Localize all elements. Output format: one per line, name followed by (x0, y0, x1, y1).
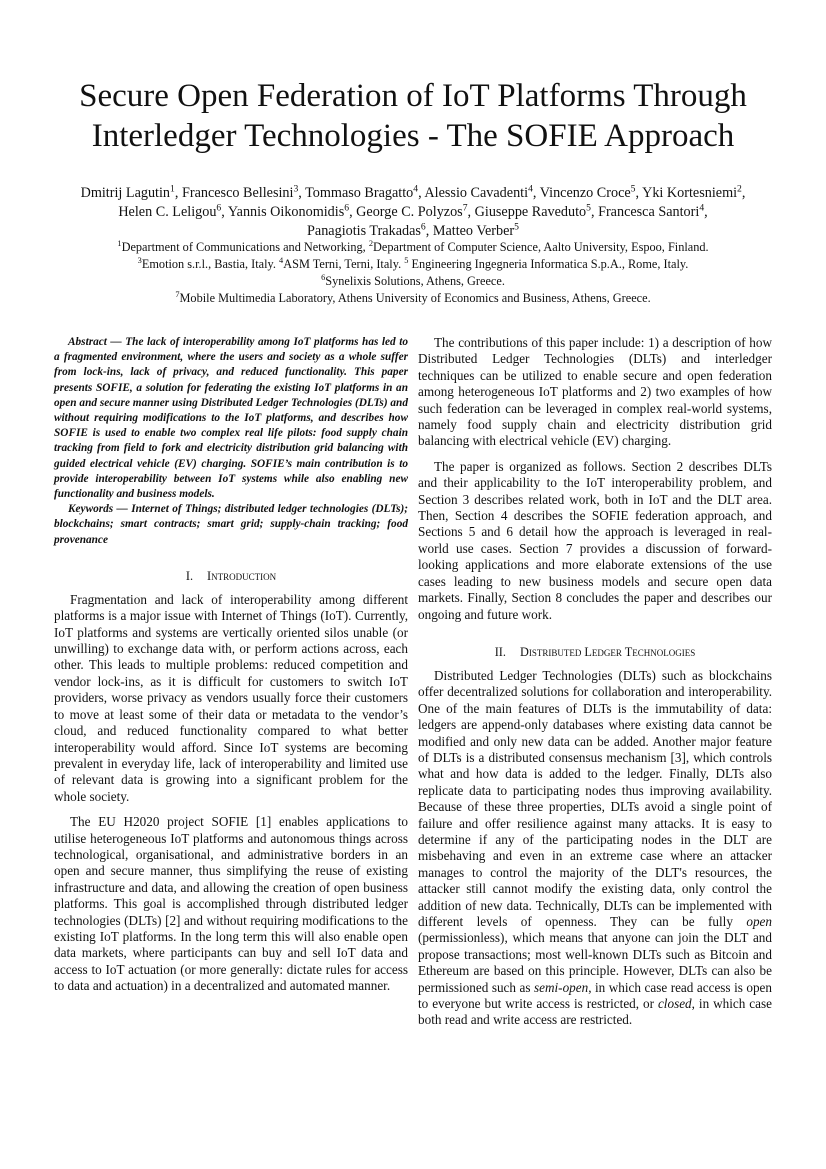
affiliation-line: $^7$Mobile Multimedia Laboratory, Athens University of Economics and Business, Athens, Greece. (175, 289, 651, 305)
paragraph: The paper is organized as follows. Section 2 describes DLTs and their applicability to the IoT interoperability problem, and Section 3 describes related work, both in IoT and the DLT area. Then, Section 4 describes the SOFIE federation approach, and Sections 5 and 6 detail how the approach is leveraged in real-world use cases. Section 7 provides a discussion of forward-looking applications and more elaborate extensions of the use cases leading to new business models and secure open data markets. Finally, Section 8 concludes the paper and describes our ongoing and future work. (418, 458, 772, 622)
paragraph: Distributed Ledger Technologies (DLTs) such as blockchains offer decentralized solutions for collaboration and interoperability. One of the main features of DLTs is the immutability of data: ledgers are append-only databases where existing data cannot be modified and only new data can be added. Another major feature of DLTs is a distributed consensus mechanism [3], which controls what and how data is added to the ledger. Finally, DLTs also replicate data to participating nodes thus improving availability. Because of these three properties, DLTs avoid a single point of failure and offer resilience against many attacks. It is easy to determine if any of the participating nodes in the DLT are misbehaving and even in an extreme case where an attacker manages to control the majority of the DLT's resources, the attacker still cannot modify the existing data, only control the addition of new data. Technically, DLTs can be implemented with different levels of openness. They can be fully open (permissionless), which means that anyone can join the DLT and propose transactions; most well-known DLTs such as Bitcoin and Ethereum are based on this principle. However, DLTs can also be permissioned such as semi-open, in which case read access is open to everyone but write access is restricted, or closed, in which case both read and write access are restricted. (418, 667, 772, 1028)
keywords: Keywords — Internet of Things; distributed ledger technologies (DLTs); blockchains; smart contracts; smart grid; supply-chain tracking; food provenance (54, 503, 408, 546)
affiliations (30, 239, 796, 307)
author: Alessio Cavadenti$^4$ (424, 183, 533, 201)
abstract: Abstract — The lack of interoperability among IoT platforms has led to a fragmented environment, where the users and society as a whole suffer from lock-ins, lack of privacy, and reduced functionality. This paper presents SOFIE, a solution for federating the existing IoT platforms in an open and secure manner using Distributed Ledger Technologies (DLTs) and without requiring modifications to the IoT platforms, and describes how SOFIE is used to enable two complex real life pilots: food supply chain tracking from field to fork and electricity distribution grid balancing with guided electrical vehicle (EV) charging. SOFIE’s main contribution is to provide interoperability between IoT systems while also enabling new functionality and business models. (54, 336, 408, 501)
author: Tommaso Bragatto$^4$ (305, 183, 419, 201)
paragraph: Fragmentation and lack of interoperability among different platforms is a major issue with Internet of Things (IoT). Currently, IoT platforms and systems are vertically oriented silos unable (or unwilling) to exchange data with, or perform actions across, each other. This leads to multiple problems: reduced competition and vendor lock-ins, as it is difficult for customers to switch IoT providers, worse privacy as vendors usually force their customers to move at least some of their data or metadata to the vendor’s cloud, and reduced functionality compared to what better interoperability would afford. Since IoT systems are becoming prevalent in everyday life, lack of interoperability and limited use of relevant data is growing into a significant problem for the whole society. (54, 591, 408, 804)
author: Vincenzo Croce$^5$ (539, 183, 636, 201)
author: Yki Kortesniemi$^2$ (642, 183, 742, 201)
author: Dmitrij Lagutin$^1$ (80, 183, 175, 201)
author: Helen C. Leligou$^6$ (118, 202, 222, 220)
paragraph: The contributions of this paper include: 1) a description of how Distributed Ledger Technologies (DLTs) and interledger techniques can be utilized to enable secure and open federation among heterogeneous IoT platforms and 2) two examples of how such federation can be leveraged in complex real-world systems, namely food supply chain and electricity distribution grid balancing with electrical vehicle (EV) charging. (418, 335, 772, 449)
author: Francesco Bellesini$^3$ (181, 183, 299, 201)
author: Francesca Santori$^4$ (598, 202, 705, 220)
affiliation-line: $^1$Department of Communications and Networking, $^2$Department of Computer Science, Aalto University, Espoo, Finland. (117, 238, 709, 254)
author: Giuseppe Raveduto$^5$ (474, 202, 591, 220)
paragraph: The EU H2020 project SOFIE [1] enables applications to utilise heterogeneous IoT platforms and autonomous things across technological, organisational, and administrative borders in an open and secure manner, thus simplifying the reuse of existing infrastructure and data, and allowing the creation of open business platforms. This goal is accomplished through distributed ledger technologies (DLTs) [2] and without requiring modifications to the existing IoT platforms. In the long term this will also enable open data markets, where participants can buy and sell IoT data and access to IoT actuation (or more generally: dictate rules for access to data and actuation) in a decentralized and automated manner. (54, 814, 408, 994)
right-column (418, 335, 772, 1029)
paper-title (40, 76, 786, 156)
section-heading-dlt: II. Distributed Ledger Technologies (494, 644, 696, 659)
title-line-1: Secure Open Federation of IoT Platforms Through (79, 78, 747, 114)
left-column (54, 335, 408, 995)
author: Matteo Verber$^5$ (432, 221, 519, 239)
author: Panagiotis Trakadas$^6$ (307, 221, 426, 239)
author: Yannis Oikonomidis$^6$ (227, 202, 350, 220)
title-line-2: Interledger Technologies - The SOFIE Approach (91, 118, 735, 154)
affiliation-line: $^3$Emotion s.r.l., Bastia, Italy. $^4$ASM Terni, Terni, Italy. $^5$ Engineering Ingegneria Informatica S.p.A., Rome, Italy. (137, 255, 689, 271)
section-heading-introduction: I. Introduction (185, 568, 277, 583)
author: George C. Polyzos$^7$ (356, 202, 468, 220)
author-list: Dmitrij Lagutin$^1$, Francesco Bellesini$^3$, Tommaso Bragatto$^4$, Alessio Cavadenti$^4$, Vincenzo Croce$^5$, Yki Kortesniemi$^2$, Helen C. Leligou$^6$, Yannis Oikonomidis$^6$, George C. Polyzos$^7$, Giuseppe Raveduto$^5$, Francesca Santori$^4$, Panagiotis Trakadas$^6$, Matteo Verber$^5$ (80, 183, 746, 239)
affiliation-line: $^6$Synelixis Solutions, Athens, Greece. (321, 272, 505, 288)
